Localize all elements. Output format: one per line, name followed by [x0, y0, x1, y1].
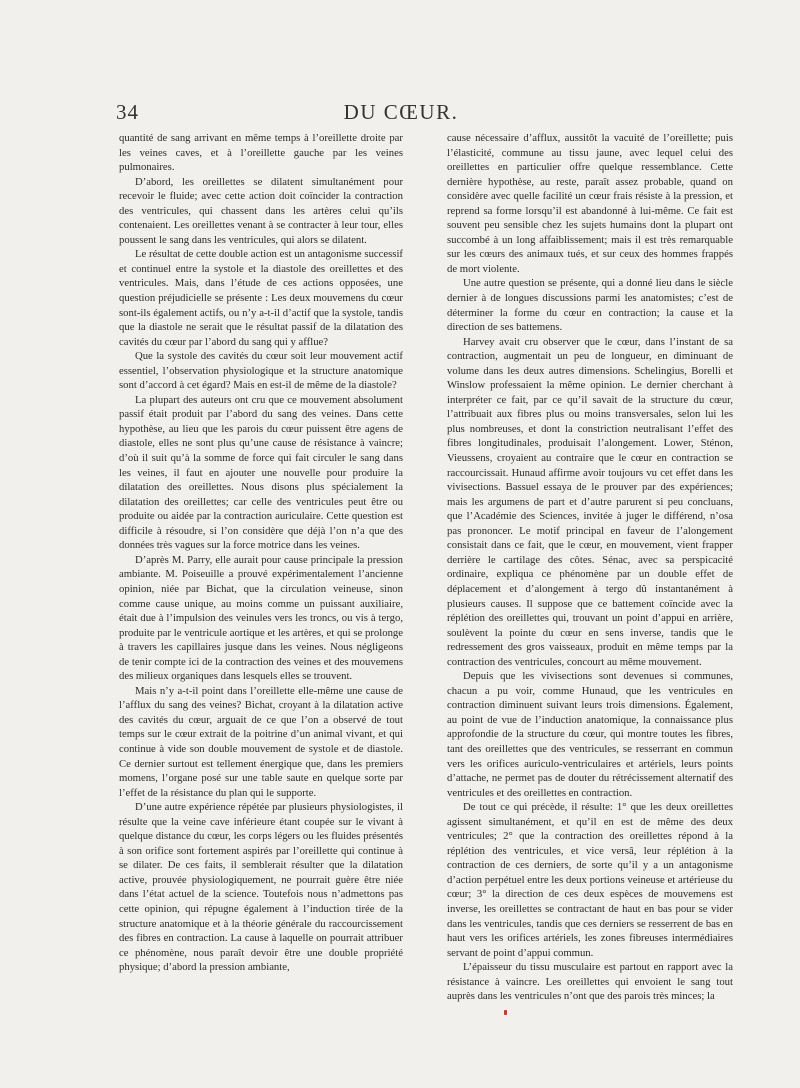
paragraph: D’après M. Parry, elle aurait pour cause principale la pression ambiante. M. Poiseuille a prouvé expérimentalement l’ancienne opinion, niée par Bichat, que la circulation veineuse, sinon comme cause unique, au moins comme un puissant auxiliaire, était due à l’impulsion des veinules vers les troncs, ou vis à tergo, produite par le ventricule aortique et les artères, et qui se prolonge à travers les capillaires jusque dans les veines. Nous négligeons de tenir compte ici de la contraction des veines et des mouvemens des milieux organiques dans lesquels elles se trouvent.	[119, 553, 403, 683]
paragraph: Harvey avait cru observer que le cœur, dans l’instant de sa contraction, augmentait un peu de longueur, en diminuant de volume dans les deux autres dimensions. Schelingius, Borelli et Winslow professaient la même opinion. Le dernier cherchant à interpréter ce fait, par ce qu’il savait de la structure du cœur, l’attribuait aux fibres plus ou moins transversales, selon lui les plus nombreuses, et dont la constriction neutralisant l’effet des fibres longitudinales, produisait l’alongement. Lower, Sténon, Vieussens, croyaient au contraire que le cœur en contraction se raccourcissait. Hunaud affirme avoir toujours vu cet effet dans les vivisections. Bassuel essaya de le prouver par des expériences; mais les argumens de part et d’autre parurent si peu concluans, que l’Académie des Sciences, invitée à juger le différend, n’osa pas prononcer. Le motif principal en faveur de l’alongement consistait dans ce fait, que le cœur, en mouvement, vient frapper derrière le cartilage des côtes. Sénac, avec sa perspicacité ordinaire, expliqua ce phénomène par un double effet de déplacement et d’alongement à tergo dû instantanément à plusieurs causes. Il suppose que ce battement coïncide avec la réplétion des oreillettes qui, trouvant un point d’appui en arrière, soulèvent la pointe du cœur en sens inverse, tandis que le redressement des gros vaisseaux, produit en même temps par la contraction des ventricules, concourt au même mouvement.	[447, 335, 733, 668]
paragraph: D’abord, les oreillettes se dilatent simultanément pour recevoir le fluide; avec cette action doit coïncider la contraction des ventricules, qui chassent dans les artères celui qu’ils contenaient. Les oreillettes venant à se contracter à leur tour, elles poussent le sang dans les ventricules, qui alors se dilatent.	[119, 175, 403, 246]
paragraph: cause nécessaire d’afflux, aussitôt la vacuité de l’oreillette; puis l’élasticité, commune au tissu jaune, avec lequel celui des oreillettes en particulier offre quelque ressemblance. Cette dernière hypothèse, au reste, paraît assez probable, quand on considère avec quelle facilité un cœur frais résiste à la pression, et reprend sa forme lorsqu’il est abandonné à lui-même. Ce fait est souvent peu sensible chez les sujets humains dont la plupart ont succombé à un long affaiblissement; mais il est très remarquable sur les cœurs des animaux tués, et sur ceux des hommes frappés de mort violente.	[447, 132, 733, 275]
paragraph: La plupart des auteurs ont cru que ce mouvement absolument passif était produit par l’abord du sang des veines. Dans cette hypothèse, au lieu que les parois du cœur puissent être agens de diastole, elles ne sont plus qu’une cause de résistance à vaincre; d’où il suit qu’à la somme de force qui fait circuler le sang dans les veines, il faut en ajouter une nouvelle pour produire la dilatation des oreillettes. Nous disons plus spécialement la dilatation des oreillettes; car celle des ventricules peut être ou produite ou aidée par la contraction auriculaire. Cette question est difficile à résoudre, si l’on considère que déjà l’on n’a que des données très vagues sur la force motrice dans les veines.	[119, 393, 403, 552]
paragraph: L’épaisseur du tissu musculaire est partout en rapport avec la résistance à vaincre. Les oreillettes qui envoient le sang tout auprès dans les ventricules n’ont que des parois très minces; la	[447, 961, 733, 1003]
paragraph: Le résultat de cette double action est un antagonisme successif et continuel entre la systole et la diastole des oreillettes et des ventricules. Mais, dans l’étude de ces actions opposées, une question préjudicielle se présente : Les deux mouvemens du cœur sont-ils également actifs, ou n’y a-t-il d’actif que la systole, tandis que la diastole ne serait que le résultat passif de la dilatation des cavités du cœur par l’abord du sang qui y afflue?	[119, 248, 403, 348]
paragraph: Mais n’y a-t-il point dans l’oreillette elle-même une cause de l’afflux du sang des veines? Bichat, croyant à la dilatation active des cavités du cœur, arguait de ce que l’on a observé de tout temps sur le cœur extrait de la poitrine d’un animal vivant, et qui continue à vide son double mouvement de systole et de diastole. Ce dernier surtout est tellement énergique que, dans les premiers momens, l’organe posé sur une table saute en quelque sorte par l’effet de la résistance du plan qui le supporte.	[119, 684, 403, 799]
paragraph: De tout ce qui précède, il résulte: 1° que les deux oreillettes agissent simultanément, et qu’il en est de même des deux ventricules; 2° que la contraction des oreillettes répond à la réplétion des ventricules, et vice versâ, leur réplétion à la contraction de ces derniers, de sorte qu’il y a un antagonisme d’action perpétuel entre les deux portions veineuse et artérieuse du cœur; 3° la direction de ces deux espèces de mouvemens est inverse, les oreillettes se contractant de haut en bas pour se vider dans les ventricules, tandis que ces derniers se resserrent de bas en haut vers les orifices artériels, les zones fibreuses intermédiaires servant de point d’appui commun.	[447, 801, 733, 959]
paragraph: Que la systole des cavités du cœur soit leur mouvement actif essentiel, l’observation physiologique et la structure anatomique sont d’accord à cet égard? Mais en est-il de même de la diastole?	[119, 350, 403, 392]
right-column	[447, 131, 733, 1004]
left-column	[119, 131, 403, 975]
page-number: 34	[116, 100, 139, 124]
paragraph: D’une autre expérience répétée par plusieurs physiologistes, il résulte que la veine cave inférieure étant coupée sur le vivant à quelque distance du cœur, les corps légers ou les fluides présentés à son orifice sont fortement aspirés par l’oreillette qui continue à se dilater. De ces faits, il semblerait résulter que la dilatation active, prouvée physiologiquement, ne pourrait guère être niée dans l’état actuel de la science. Toutefois nous n’admettons pas cette opinion, qui répugne également à l’induction tirée de la structure anatomique et à la théorie générale du raccourcissement des fibres en contraction. La cause à laquelle on pourrait attribuer ce phénomène, nous paraît devoir être une double propriété physique; d’abord la pression ambiante,	[119, 801, 403, 974]
paragraph: quantité de sang arrivant en même temps à l’oreillette droite par les veines caves, et à l’oreillette gauche par les veines pulmonaires.	[119, 132, 403, 174]
page-header	[116, 100, 686, 128]
running-title: DU CŒUR.	[343, 100, 459, 124]
ink-mark	[504, 1010, 507, 1015]
paragraph: Une autre question se présente, qui a donné lieu dans le siècle dernier à de longues discussions parmi les anatomistes; c’est de déterminer la forme du cœur en contraction; la cause et la direction de ses battemens.	[447, 277, 733, 334]
paragraph: Depuis que les vivisections sont devenues si communes, chacun a pu voir, comme Hunaud, que les ventricules en contraction diminuent suivant leurs trois dimensions. Également, au point de vue de l’induction anatomique, la connaissance plus approfondie de la structure du cœur, qui montre toutes les fibres, tant des oreillettes que des ventricules, se resserrant en commun vers les orifices auriculo-ventriculaires et artériels, leurs points d’attache, ne permet pas de douter du rétrécissement alternatif des ventricules et des oreillettes en contraction.	[447, 670, 733, 799]
